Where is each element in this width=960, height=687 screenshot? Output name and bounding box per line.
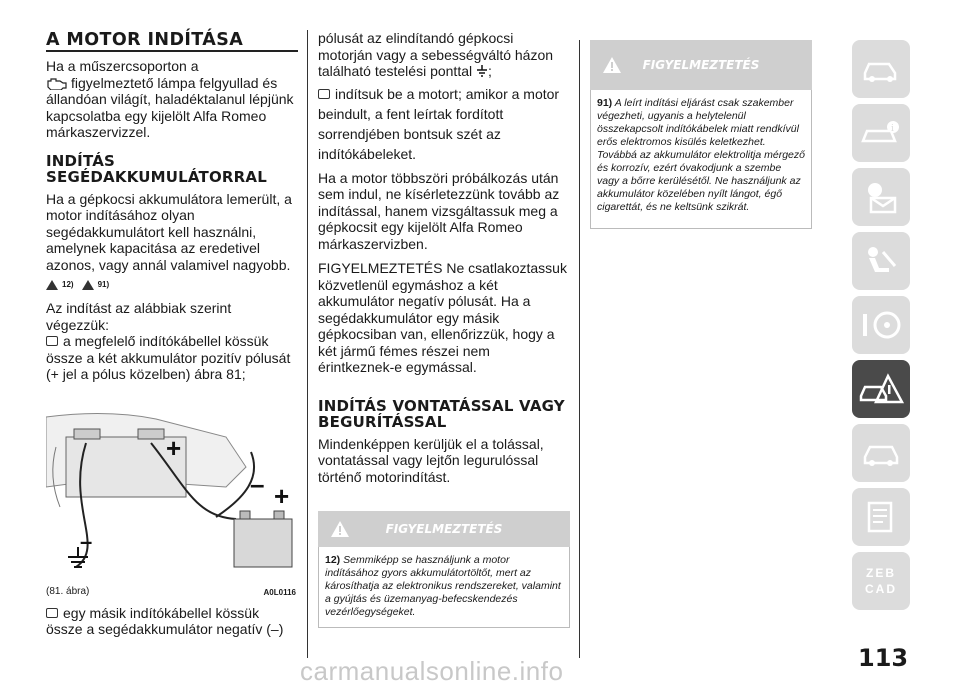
warning-title: FIGYELMEZTETÉS: [385, 522, 503, 536]
ref-91: 91): [97, 280, 110, 289]
svg-text:–: –: [80, 528, 93, 554]
chapter-sidebar: [852, 40, 914, 616]
paragraph-towing: Mindenképpen kerüljük el a tolással, vontatással vagy lejtőn legurulóssal történő motorindítást.: [318, 435, 544, 485]
warning-triangle-icon: [330, 520, 350, 538]
column-2: [318, 30, 570, 628]
title-underline: [46, 50, 298, 52]
bullet-item: [318, 84, 570, 164]
bullet-text: indítsuk be a motort; amikor a motor beindult, a fent leírtak fordított sorrendjében bontsuk szét az indítókábeleket.: [318, 85, 560, 162]
figure-code: A0L0116: [263, 587, 296, 597]
warning-references: [46, 276, 298, 294]
svg-text:+: +: [166, 432, 182, 463]
svg-text:–: –: [250, 468, 265, 499]
safety-airbag-icon[interactable]: [852, 232, 910, 290]
paragraph-retry: Ha a motor többszöri próbálkozás után sem indul, ne kísérletezzünk tovább az indítással, hanem vizsgáltassuk meg a gépkocsit egy kijelölt Alfa Romeo márkaszervizben.: [318, 169, 560, 252]
bullet-icon: [46, 336, 58, 346]
paragraph-text: ;: [488, 63, 492, 79]
watermark: carmanualsonline.info: [300, 656, 564, 686]
warning-text: Semmiképp se használjunk a motor indításához gyors akkumulátortöltőt, mert az károsíthatja az elektronikus rendszereket, valamint a gyújtás és üzemanyag-befecskendezés vezérlőegységeket.: [325, 554, 561, 618]
warning-body: [590, 90, 812, 229]
lights-mail-icon[interactable]: [852, 168, 910, 226]
ground-icon: [476, 65, 488, 77]
column-1: [46, 30, 298, 638]
specifications-icon[interactable]: [852, 488, 910, 546]
page-number: 113: [858, 644, 909, 672]
procedure-intro: Az indítást az alábbiak szerint végezzük:: [46, 300, 232, 333]
intro-rest: figyelmeztető lámpa felgyullad és állandóan világít, haladéktalanul lépjünk kapcsolatba egy kijelölt Alfa Romeo márkaszervizzel.: [46, 74, 294, 140]
bullet-item: [46, 605, 298, 638]
warning-ref: 12): [325, 554, 341, 566]
warning-ref: 91): [597, 97, 613, 109]
warning-header: [318, 511, 570, 547]
column-3: [590, 40, 812, 229]
figure-caption: (81. ábra): [46, 585, 90, 597]
intro-lead: Ha a műszercsoporton a: [46, 58, 199, 74]
column-divider: [579, 40, 580, 658]
warning-box-91: [590, 40, 812, 229]
emergency-car-icon[interactable]: [852, 360, 910, 418]
index-letters: ZEBCAD: [865, 566, 897, 596]
warning-text: A leírt indítási eljárást csak szakember végezheti, ugyanis a helytelenül összekapcsolt indítókábelek miatt rendkívül erős elektromos kisülés keletkezhet. Továbbá az akkumulátor elektrolitja mérgező és korrozív, ezért óvakodjunk a szembe vagy a bőrre kerülésétől. Ne használjunk az akkumulátor közelében nyílt lángot, égő cigarettát, és ne keltsünk szikrát.: [597, 97, 805, 213]
page-title: A MOTOR INDÍTÁSA: [46, 30, 244, 50]
paragraph-grounding: [318, 30, 570, 80]
alphabet-index-icon[interactable]: [852, 552, 910, 610]
warning-body: [318, 547, 570, 628]
car-info-icon[interactable]: [852, 40, 910, 98]
section-title-jumpstart: INDÍTÁS SEGÉDAKKUMULÁTORRAL: [46, 151, 267, 186]
bullet-text: a megfelelő indítókábellel kössük össze a két akkumulátor pozitív pólusát (+ jel a pólus közelben) ábra 81;: [46, 333, 291, 382]
warning-box-12: [318, 511, 570, 628]
warning-triangle-icon: [46, 280, 58, 290]
svg-text:i: i: [891, 124, 894, 134]
jumpstart-body: Ha a gépkocsi akkumulátora lemerült, a motor indításához olyan segédakkumulátort kell használni, amelynek kapacitása az eredetivel azonos, vagy annál valamivel nagyobb.: [46, 190, 292, 273]
warning-header: [590, 40, 812, 90]
paragraph-text: pólusát az elindítandó gépkocsi motorján vagy a sebességváltó házon található testelési ponttal: [318, 30, 554, 79]
steering-wheel-icon[interactable]: [852, 296, 910, 354]
dashboard-info-icon[interactable]: [852, 104, 910, 162]
bullet-icon: [46, 608, 58, 618]
column-divider: [307, 30, 308, 658]
bullet-item: [46, 333, 298, 383]
ref-12: 12): [62, 280, 74, 289]
warning-triangle-icon: [82, 280, 94, 290]
bullet-text: egy másik indítókábellel kössük össze a segédakkumulátor negatív (–): [46, 604, 284, 637]
paragraph-caution: FIGYELMEZTETÉS Ne csatlakoztassuk közvetlenül egymáshoz a két akkumulátor negatív pólusát. Ha a segédakkumulátor egy másik gépkocsiban van, ellenőrizzük, hogy a két jármű fémes részei nem érintkeznek-e egymással.: [318, 260, 567, 375]
bullet-icon: [318, 89, 330, 99]
section-title-towing: INDÍTÁS VONTATÁSSAL VAGY BEGURÍTÁSSAL: [318, 396, 565, 431]
car-maintenance-icon[interactable]: [852, 424, 910, 482]
warning-triangle-icon: [602, 56, 622, 74]
figure-81: [46, 407, 298, 597]
svg-text:+: +: [274, 480, 290, 511]
engine-warning-icon: [46, 76, 68, 90]
warning-title: FIGYELMEZTETÉS: [642, 58, 760, 72]
intro-text: [46, 58, 298, 141]
jumpstart-illustration: [46, 407, 298, 582]
